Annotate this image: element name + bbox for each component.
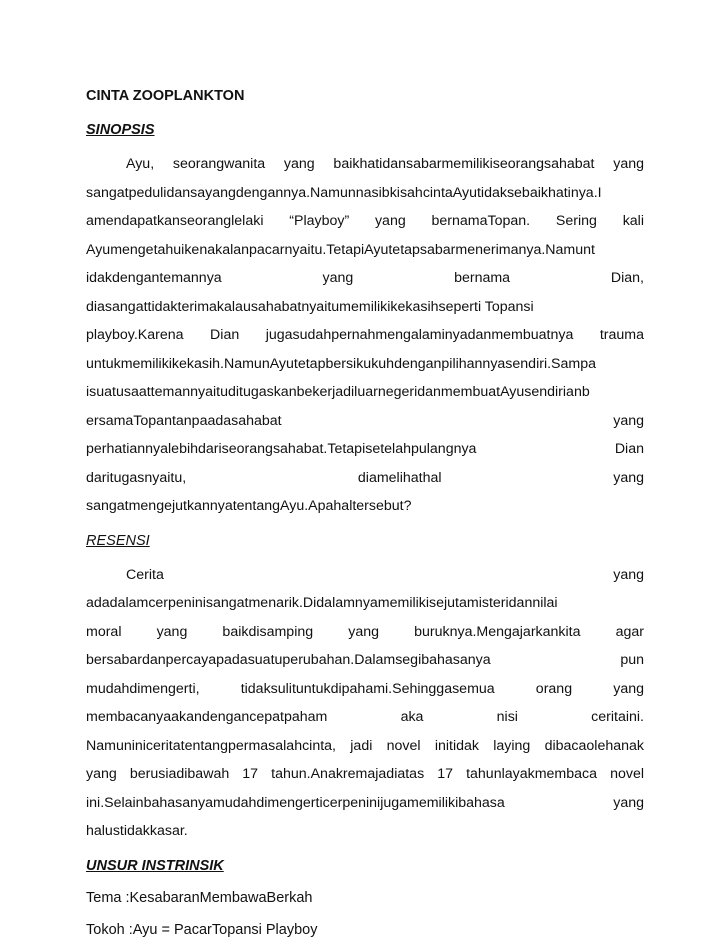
text-line: sangatpedulidansayangdengannya.NamunnasibkisahcintaAyutidaksebaikhatinya.I <box>86 184 602 201</box>
tema-item: Tema :KesabaranMembawaBerkah <box>86 889 313 906</box>
text-line: perhatiannyalebihdariseorangsahabat.Tetapisetelahpulangnya Dian <box>86 441 644 457</box>
text-line: idakdengantemannya yang bernama Dian, <box>86 270 644 286</box>
document-title: CINTA ZOOPLANKTON <box>86 88 245 104</box>
text-line: halustidakkasar. <box>86 823 188 839</box>
text-line: isuatusaattemannyaituditugaskanbekerjadiluarnegeridanmembuatAyusendirianb <box>86 384 590 400</box>
heading-sinopsis: SINOPSIS <box>86 122 155 138</box>
text-line: Ayumengetahuikenakalanpacarnyaitu.TetapiAyutetapsabarmenerimanya.Namunt <box>86 241 595 258</box>
document-page <box>86 86 644 940</box>
text-line: mudahdimengerti, tidaksulituntukdipahami.Sehinggasemua orang yang <box>86 680 644 697</box>
heading-unsur-instrinsik: UNSUR INSTRINSIK <box>86 857 224 874</box>
text-line: yang berusiadibawah 17 tahun.Anakremajadiatas 17 tahunlayakmembaca novel <box>86 766 644 782</box>
text-line: diasangattidakterimakalausahabatnyaitumemilikikekasihseperti Topansi <box>86 298 534 315</box>
text-line: ersamaTopantanpaadasahabat yang <box>86 412 644 429</box>
text-line: ini.Selainbahasanyamudahdimengerticerpeninijugamemilikibahasa yang <box>86 794 644 811</box>
text-line: daritugasnyaitu, diamelihathal yang <box>86 469 644 486</box>
text-line: moral yang baikdisamping yang buruknya.Mengajarkankita agar <box>86 623 644 640</box>
text-line: amendapatkanseoranglelaki “Playboy” yang bernamaTopan. Sering kali <box>86 213 644 229</box>
text-line: adadalamcerpeninisangatmenarik.Didalamnyamemilikisejutamisteridannilai <box>86 595 558 611</box>
text-line: playboy.Karena Dian jugasudahpernahmengalaminyadanmembuatnya trauma <box>86 327 644 343</box>
text-line: sangatmengejutkannyatentangAyu.Apahaltersebut? <box>86 498 412 514</box>
text-line: Namuniniceritatentangpermasalahcinta, jadi novel initidak laying dibacaolehanak <box>86 737 644 754</box>
text-line: Cerita yang <box>126 566 644 583</box>
tokoh-item: Tokoh :Ayu = PacarTopansi Playboy <box>86 921 318 938</box>
text-line: membacanyaakandengancepatpaham aka nisi ceritaini. <box>86 709 644 725</box>
paragraph-resensi <box>86 561 644 846</box>
text-line: untukmemilikikekasih.NamunAyutetapbersikukuhdenganpilihannyasendiri.Sampa <box>86 355 596 372</box>
paragraph-sinopsis <box>86 150 644 521</box>
text-line: bersabardanpercayapadasuatuperubahan.Dalamsegibahasanya pun <box>86 652 644 668</box>
heading-resensi: RESENSI <box>86 532 150 549</box>
text-line: Ayu, seorangwanita yang baikhatidansabarmemilikiseorangsahabat yang <box>126 156 644 172</box>
